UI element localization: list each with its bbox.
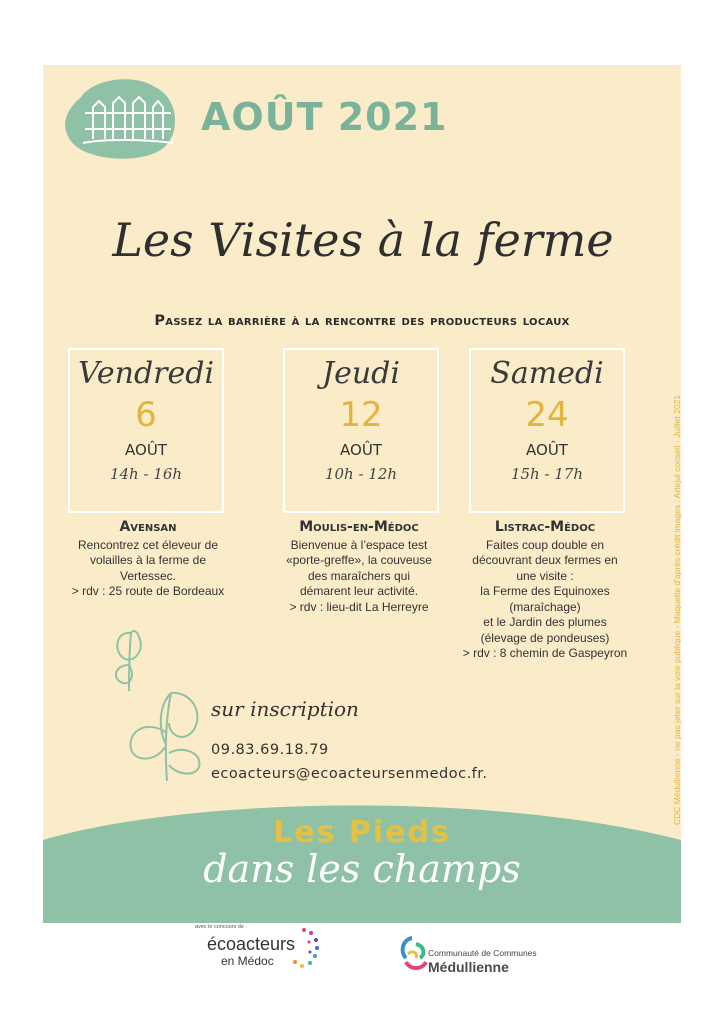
place-line: des maraîchers qui: [307, 568, 411, 583]
place-line: > rdv : 25 route de Bordeaux: [71, 584, 225, 598]
day-month: AOÛT: [125, 441, 167, 459]
swirl-icon: [398, 934, 428, 974]
day-number: 6: [135, 395, 157, 435]
place-line: Faites coup double en: [485, 537, 605, 552]
place-line: Rencontrez cet éleveur de: [77, 537, 219, 552]
place-name: Avensan: [119, 519, 177, 535]
place-name: Listrac-Médoc: [494, 519, 596, 535]
eco-main-text: écoacteurs: [207, 934, 296, 954]
dots-circle-icon: [289, 926, 319, 970]
cc-main-text: Médullienne: [428, 959, 509, 975]
place-line: > rdv : lieu-dit La Herreyre: [289, 599, 429, 614]
brand-line-1: Les Pieds: [273, 815, 451, 850]
day-name: Samedi: [490, 356, 604, 391]
place-line: «porte-greffe», la couveuse: [286, 553, 432, 567]
large-leaf-icon: [121, 683, 211, 783]
eco-sub-text: en Médoc: [221, 954, 274, 968]
subtitle: Passez la barrière à la rencontre des producteurs locaux: [154, 313, 570, 329]
day-month: AOÛT: [526, 441, 568, 459]
phone-number[interactable]: 09.83.69.18.79: [211, 742, 329, 758]
day-card-samedi: [469, 348, 625, 513]
place-line: la Ferme des Equinoxes: [480, 584, 610, 598]
eco-small-text: avec le concours de :: [195, 924, 247, 930]
day-number: 12: [339, 395, 383, 435]
day-time: 14h - 16h: [109, 465, 183, 483]
place-line: > rdv : 8 chemin de Gaspeyron: [462, 646, 628, 660]
place-line: découvrant deux fermes en: [472, 553, 618, 567]
place-listrac: [447, 520, 643, 662]
poster: [43, 65, 681, 923]
place-line: démarent leur activité.: [299, 584, 419, 598]
place-line: et le Jardin des plumes: [483, 615, 607, 629]
day-time: 15h - 17h: [510, 465, 584, 483]
day-time: 10h - 12h: [324, 465, 398, 483]
email-address[interactable]: ecoacteurs@ecoacteursenmedoc.fr.: [211, 766, 488, 782]
place-line: Vertessec.: [119, 568, 177, 583]
place-line: volailles à la ferme de: [89, 553, 207, 567]
day-number: 24: [525, 395, 569, 435]
credit-text: CDC Médullienne - ne pas jeter sur la voie publique - Maquette d'après crédit images : Artejul conseil - Juillet 2021: [672, 394, 682, 825]
small-leaf-icon: [105, 613, 153, 693]
page-title: Les Visites à la ferme: [112, 213, 614, 267]
place-line: Bienvenue à l’espace test: [290, 537, 428, 552]
day-card-jeudi: [283, 348, 439, 513]
fence-blob-icon: [63, 77, 181, 159]
day-name: Vendredi: [77, 356, 215, 391]
place-line: (maraîchage): [509, 599, 581, 614]
day-month: AOÛT: [340, 441, 382, 459]
medullienne-logo: [398, 932, 558, 980]
cc-small-text: Communauté de Communes: [428, 948, 537, 958]
place-avensan: [50, 520, 246, 600]
side-credit: [672, 255, 686, 825]
place-line: (élevage de pondeuses): [480, 630, 610, 645]
day-name: Jeudi: [322, 356, 400, 391]
place-moulis: [261, 520, 457, 615]
registration-label: sur inscription: [211, 697, 359, 721]
place-line: une visite :: [516, 568, 574, 583]
brand-line-2: dans les champs: [203, 847, 521, 891]
ecoacteurs-logo: [195, 922, 320, 974]
month-heading: AOÛT 2021: [201, 95, 448, 139]
day-card-vendredi: [68, 348, 224, 513]
place-name: Moulis-en-Médoc: [299, 519, 419, 535]
